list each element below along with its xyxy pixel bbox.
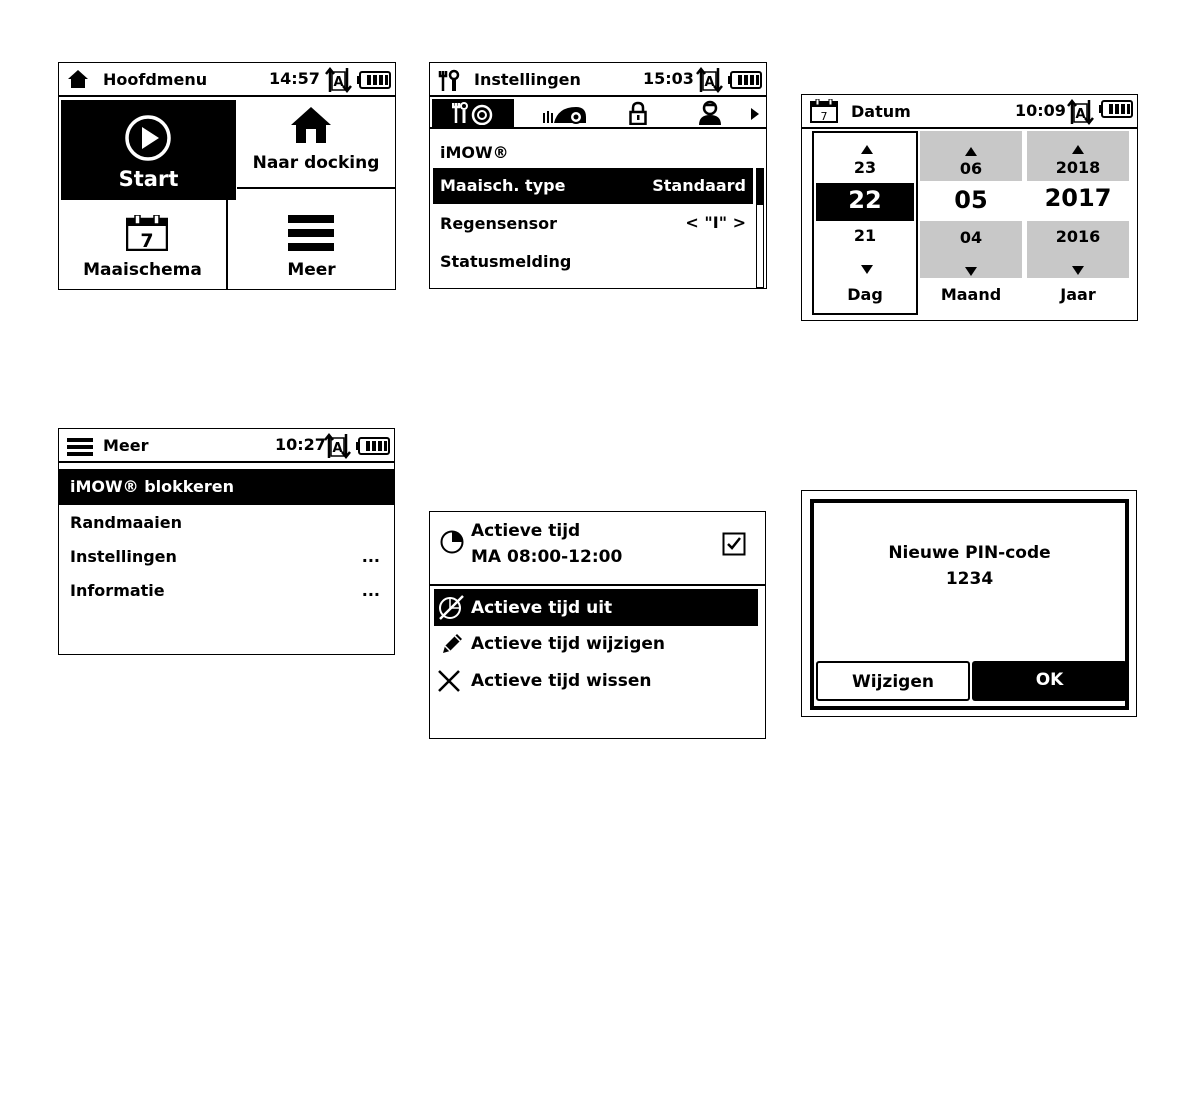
play-icon	[124, 114, 172, 166]
list-item-edge-mowing[interactable]	[59, 507, 394, 539]
item-label: Informatie	[70, 581, 165, 600]
scrollbar-thumb[interactable]	[757, 169, 763, 205]
docking-button[interactable]	[237, 97, 395, 189]
ok-button[interactable]	[972, 661, 1127, 701]
year-picker[interactable]	[1027, 131, 1129, 315]
date-screen	[801, 94, 1138, 321]
month-down-arrow-icon[interactable]	[965, 261, 977, 280]
menu-icon	[67, 438, 93, 460]
day-picker[interactable]	[812, 131, 918, 315]
user-icon	[698, 100, 722, 126]
item-label: iMOW® blokkeren	[70, 477, 234, 496]
change-button[interactable]	[816, 661, 970, 701]
lock-icon	[629, 101, 647, 125]
battery-icon	[356, 437, 390, 459]
robot-mower-icon	[542, 103, 588, 125]
clock: 15:03	[643, 69, 694, 88]
day-up-arrow-icon[interactable]	[861, 139, 873, 158]
menu-icon	[288, 215, 334, 255]
start-label: Start	[118, 167, 179, 191]
clock: 14:57	[269, 69, 320, 88]
list-item-information[interactable]	[59, 575, 394, 607]
calendar-icon	[126, 215, 168, 255]
schedule-label: Maaischema	[83, 260, 202, 280]
screen-title: Hoofdmenu	[103, 70, 208, 89]
month-picker[interactable]	[920, 131, 1022, 315]
summary-time: MA 08:00-12:00	[471, 547, 623, 567]
close-icon	[437, 669, 461, 697]
tab-user[interactable]	[698, 100, 722, 130]
schedule-button[interactable]	[59, 203, 226, 289]
battery-icon	[357, 71, 391, 93]
day-prev: 23	[853, 158, 877, 177]
calendar-icon	[810, 99, 838, 127]
list-item-settings[interactable]	[59, 541, 394, 573]
docking-label: Naar docking	[252, 153, 380, 173]
settings-tab-icon	[452, 101, 494, 129]
auto-mode-icon	[324, 432, 352, 464]
list-item-status-message[interactable]	[433, 245, 753, 279]
tab-bar	[430, 97, 766, 129]
list-item-mowing-type[interactable]	[433, 168, 753, 204]
tab-robot[interactable]	[542, 103, 588, 129]
month-current: 05	[954, 186, 988, 214]
day-label: Dag	[847, 285, 883, 304]
month-next: 04	[959, 228, 983, 247]
clock: 10:27	[275, 435, 326, 454]
year-next: 2016	[1055, 227, 1101, 246]
day-current-box	[816, 183, 914, 221]
month-label: Maand	[940, 285, 1002, 304]
action-label: Actieve tijd wijzigen	[471, 634, 665, 654]
row-label: Maaisch. type	[440, 176, 566, 195]
change-button-label: Wijzigen	[852, 672, 934, 692]
svg-text:A: A	[332, 441, 343, 456]
checkbox-checked[interactable]	[722, 532, 746, 560]
auto-mode-icon	[696, 66, 724, 98]
submenu-ellipsis: ...	[361, 581, 380, 600]
calendar-day: 7	[140, 230, 154, 251]
more-button[interactable]	[228, 203, 395, 289]
action-edit-active-time[interactable]	[434, 628, 758, 662]
dialog-message: Nieuwe PIN-code	[888, 543, 1051, 563]
active-time-screen	[429, 511, 766, 739]
year-up-arrow-icon[interactable]	[1072, 139, 1084, 158]
tab-lock[interactable]	[629, 101, 647, 129]
action-active-time-off[interactable]	[434, 589, 758, 626]
section-label: iMOW®	[440, 143, 509, 162]
status-bar	[59, 63, 395, 97]
start-button[interactable]	[61, 100, 236, 200]
ok-button-label: OK	[1035, 670, 1064, 690]
clock-icon	[440, 530, 464, 558]
dialog-frame	[810, 499, 1129, 710]
status-bar	[59, 429, 394, 463]
tools-icon	[438, 69, 460, 97]
pin-dialog-screen	[801, 490, 1137, 717]
clock: 10:09	[1015, 101, 1066, 120]
status-bar	[430, 63, 766, 97]
pencil-icon	[440, 632, 464, 660]
day-next: 21	[853, 226, 877, 245]
calendar-day: 7	[820, 110, 828, 123]
row-value: < "I" >	[685, 213, 746, 232]
year-down-arrow-icon[interactable]	[1072, 260, 1084, 279]
settings-screen	[429, 62, 767, 289]
screen-title: Datum	[851, 102, 911, 121]
divider	[237, 187, 396, 189]
tab-settings[interactable]	[432, 99, 514, 127]
battery-icon	[1099, 100, 1133, 122]
svg-text:A: A	[333, 75, 344, 90]
more-label: Meer	[287, 260, 336, 280]
active-time-summary	[430, 512, 765, 586]
battery-icon	[728, 71, 762, 93]
action-delete-active-time[interactable]	[434, 665, 758, 699]
deactivate-icon	[438, 594, 464, 624]
action-label: Actieve tijd uit	[471, 598, 613, 618]
main-menu-screen	[58, 62, 396, 290]
row-label: Statusmelding	[440, 252, 572, 271]
summary-title: Actieve tijd	[471, 521, 581, 541]
list-item-rain-sensor[interactable]	[433, 207, 753, 241]
auto-mode-icon	[325, 66, 353, 98]
screen-title: Instellingen	[474, 70, 581, 89]
year-prev: 2018	[1055, 158, 1101, 177]
year-current: 2017	[1044, 184, 1112, 212]
year-label: Jaar	[1060, 285, 1096, 304]
house-icon	[290, 106, 332, 148]
auto-mode-icon	[1067, 98, 1095, 130]
row-label: Regensensor	[440, 214, 558, 233]
submenu-ellipsis: ...	[361, 547, 380, 566]
item-label: Randmaaien	[70, 513, 182, 532]
svg-text:A: A	[1075, 107, 1086, 122]
more-screen	[58, 428, 395, 655]
pin-code: 1234	[945, 569, 994, 589]
svg-text:A: A	[704, 75, 715, 90]
month-up-arrow-icon[interactable]	[965, 141, 977, 160]
tab-scroll-right-icon[interactable]	[750, 106, 760, 125]
month-prev: 06	[959, 159, 983, 178]
day-down-arrow-icon[interactable]	[861, 259, 873, 278]
list-item-block-imow[interactable]	[59, 469, 394, 505]
status-bar	[802, 95, 1137, 129]
home-icon	[67, 69, 89, 93]
day-current: 22	[848, 186, 882, 214]
screen-title: Meer	[103, 436, 149, 455]
item-label: Instellingen	[70, 547, 177, 566]
row-value: Standaard	[652, 176, 746, 195]
scrollbar[interactable]	[756, 168, 764, 288]
action-label: Actieve tijd wissen	[471, 671, 652, 691]
